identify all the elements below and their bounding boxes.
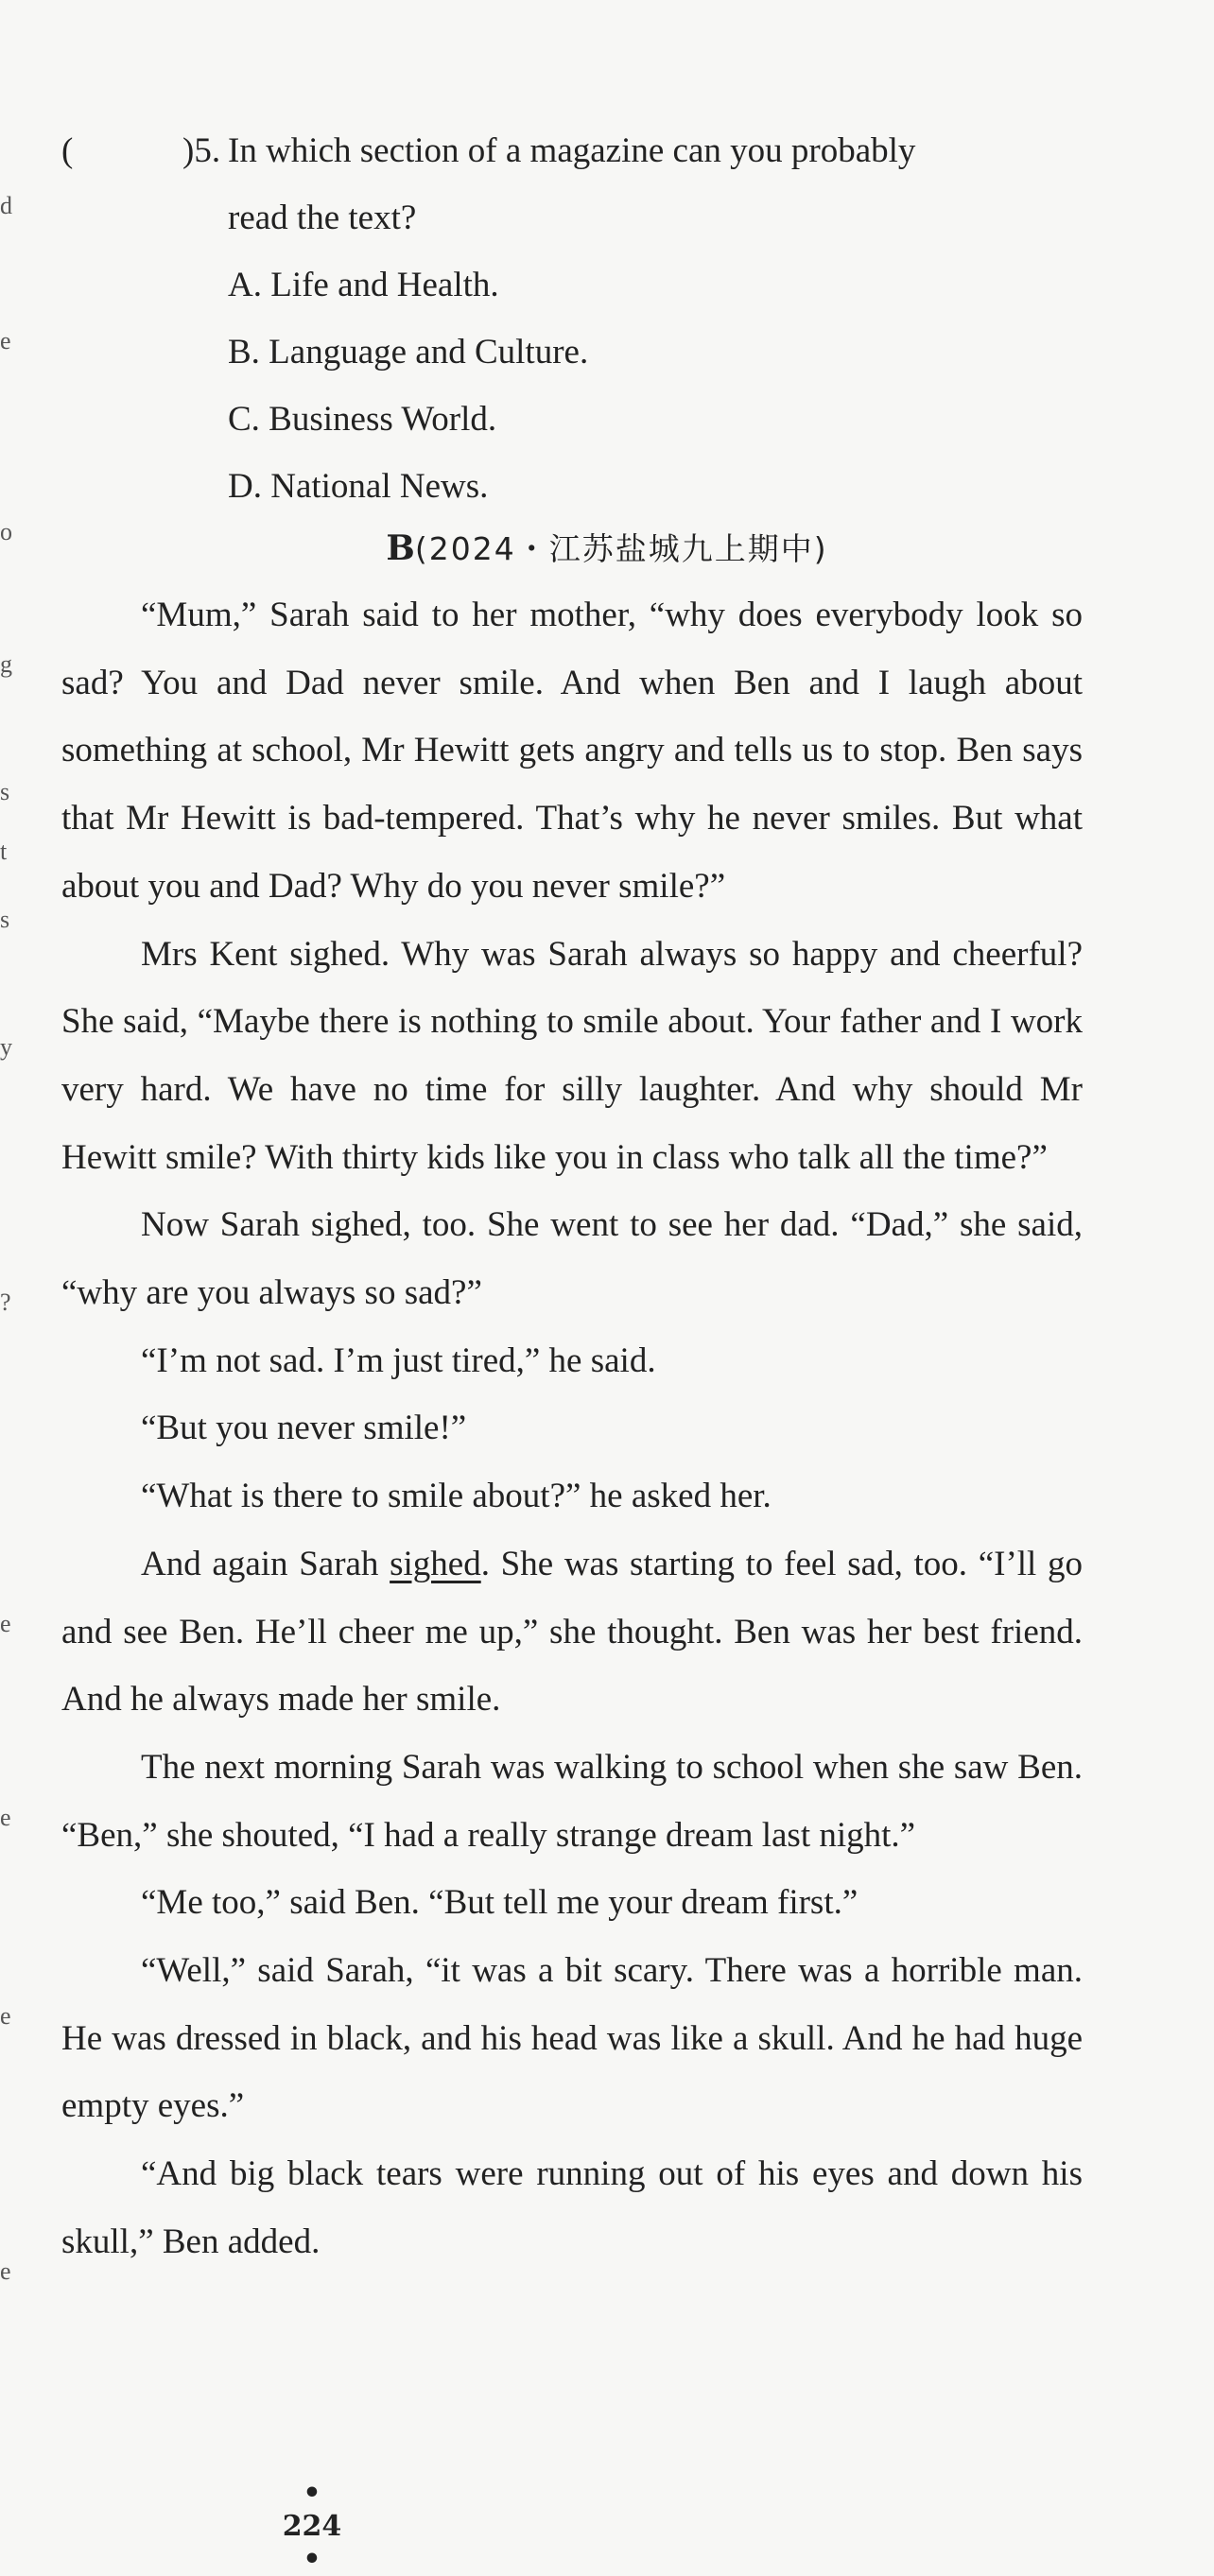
section-letter: B [386, 528, 415, 568]
question-stem-line [61, 117, 1083, 184]
margin-fragment: e [0, 327, 11, 354]
paragraph: “What is there to smile about?” he asked her. [141, 1477, 772, 1516]
question-stem-continued: read the text? [228, 199, 417, 237]
paragraph: Mrs Kent sighed. Why was Sarah always so happy and cheerful? She said, “Maybe there is nothing to smile about. Your father and I work very hard. We have no time for silly laughter. And why should Mr Hewitt smile? With thirty kids like you in class who talk all the time?” [61, 934, 1083, 1177]
paragraph: “I’m not sad. I’m just tired,” he said. [141, 1340, 656, 1380]
option-c: C. Business World. [228, 400, 497, 439]
question-5 [61, 117, 1083, 520]
margin-fragment: e [0, 1610, 11, 1637]
question-stem: In which section of a magazine can you probably [228, 131, 916, 170]
question-number: )5. [182, 131, 221, 170]
margin-fragment: ? [0, 1288, 11, 1316]
page-number: • 224 • [282, 2477, 342, 2576]
margin-fragment: s [0, 778, 10, 805]
paragraph: Now Sarah sighed, too. She went to see her dad. “Dad,” she said, “why are you always so sad?” [61, 1205, 1083, 1313]
paragraph: “Me too,” said Ben. “But tell me your dream first.” [141, 1883, 858, 1923]
paragraph-text: And again Sarah [141, 1544, 390, 1583]
underlined-word: sighed [390, 1544, 481, 1583]
answer-blank: ( [61, 131, 74, 170]
margin-fragment: o [0, 518, 12, 545]
margin-fragment: e [0, 2257, 11, 2285]
margin-fragment: s [0, 906, 10, 933]
section-heading [0, 520, 1214, 578]
margin-fragment: y [0, 1033, 12, 1061]
paragraph: “And big black tears were running out of his eyes and down his skull,” Ben added. [61, 2154, 1083, 2261]
left-margin-fragments [0, 0, 19, 2543]
option-a: A. Life and Health. [228, 266, 499, 304]
paragraph: The next morning Sarah was walking to school when she saw Ben. “Ben,” she shouted, “I had a really strange dream last night.” [61, 1747, 1083, 1855]
section-source: (2024・江苏盐城九上期中) [414, 530, 828, 567]
option-b: B. Language and Culture. [228, 333, 589, 372]
margin-fragment: t [0, 838, 8, 865]
paragraph: “But you never smile!” [141, 1409, 467, 1448]
margin-fragment: g [0, 650, 12, 678]
margin-fragment: e [0, 2002, 11, 2030]
margin-fragment: d [0, 192, 12, 219]
paragraph: “Mum,” Sarah said to her mother, “why does everybody look so sad? You and Dad never smile. And when Ben and I laugh about something at school, Mr Hewitt gets angry and tells us to stop. Ben says that Mr Hewitt is bad-tempered. That’s why he never smiles. But what about you and Dad? Why do you never smile?” [61, 596, 1083, 906]
margin-fragment: e [0, 1804, 11, 1831]
paragraph: “Well,” said Sarah, “it was a bit scary. There was a horrible man. He was dressed in black, and his head was like a skull. And he had huge empty eyes.” [61, 1951, 1083, 2126]
reading-passage [61, 581, 1083, 2276]
paragraph-text: . She was starting to feel sad, too. “I’ll go and see Ben. He’ll cheer me up,” she thought. Ben was her best friend. And he always made her smile. [61, 1544, 1083, 1720]
paragraph [61, 1530, 1083, 1734]
option-d: D. National News. [228, 467, 489, 506]
